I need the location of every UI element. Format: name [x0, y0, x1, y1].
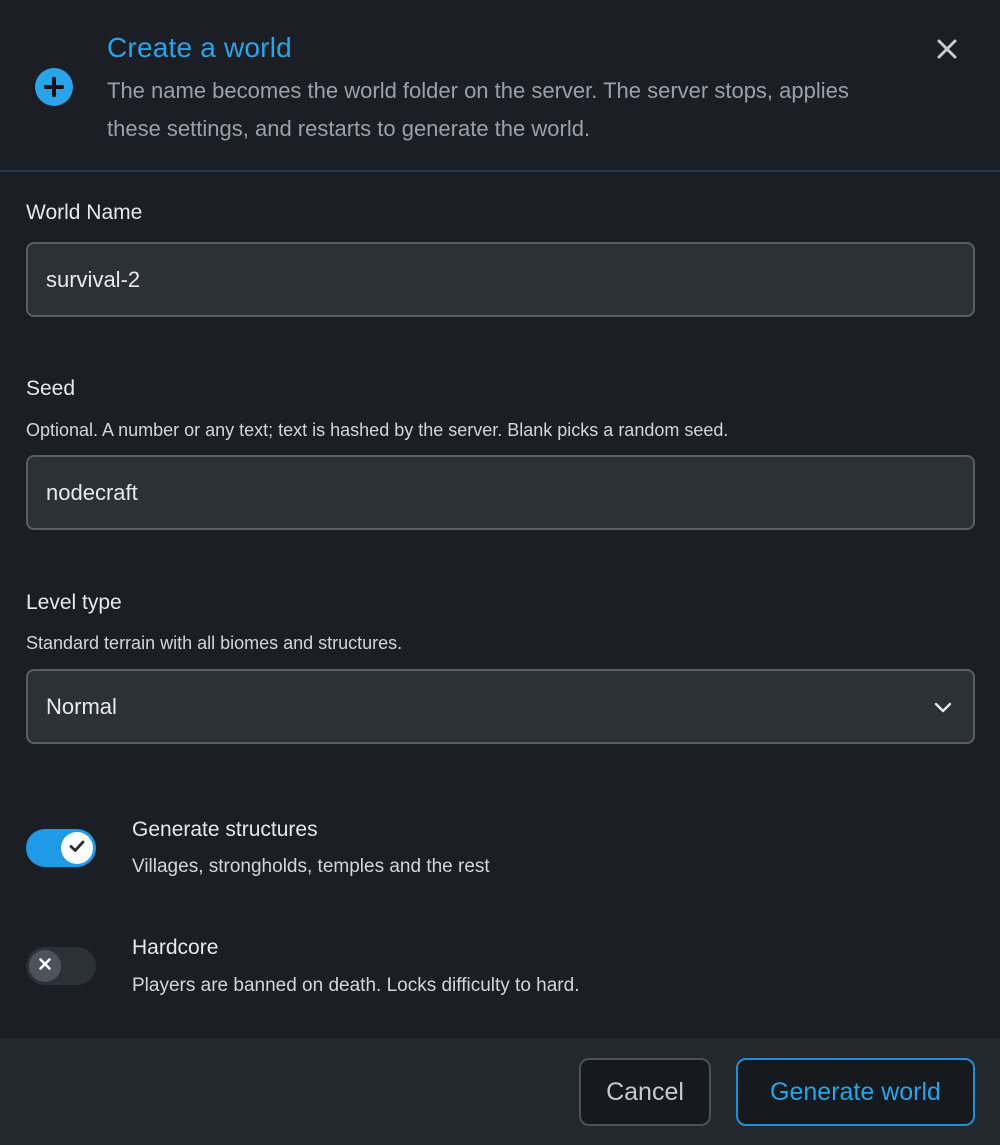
cancel-button[interactable]: Cancel: [579, 1058, 711, 1126]
close-icon: [936, 38, 958, 65]
seed-value: nodecraft: [46, 479, 138, 505]
toggle-knob: [61, 832, 93, 864]
dialog-title: Create a world: [107, 32, 292, 63]
generate-structures-description: Villages, strongholds, temples and the rest: [132, 856, 490, 877]
seed-help-text: Optional. A number or any text; text is hashed by the server. Blank picks a random seed.: [26, 420, 729, 440]
close-button[interactable]: [930, 34, 964, 68]
seed-label: Seed: [26, 377, 76, 400]
dialog-header: [0, 0, 1000, 172]
world-name-input[interactable]: [26, 242, 975, 317]
dialog-description: The name becomes the world folder on the server. The server stops, applies these settings, and restarts to generate the world.: [107, 78, 849, 141]
hardcore-title: Hardcore: [132, 936, 219, 959]
generate-world-button[interactable]: Generate world: [736, 1058, 975, 1126]
hardcore-description: Players are banned on death. Locks difficulty to hard.: [132, 975, 580, 996]
toggle-knob: [29, 950, 61, 982]
generate-structures-title: Generate structures: [132, 818, 318, 841]
world-name-value: survival-2: [46, 266, 141, 292]
level-type-label: Level type: [26, 591, 122, 614]
world-name-label: World Name: [26, 201, 143, 224]
hardcore-toggle[interactable]: [26, 947, 96, 985]
seed-input[interactable]: [26, 455, 975, 530]
level-type-help-text: Standard terrain with all biomes and structures.: [26, 633, 403, 653]
generate-structures-toggle[interactable]: [26, 829, 96, 867]
x-icon: [38, 957, 52, 976]
check-icon: [68, 837, 86, 860]
level-type-select[interactable]: [26, 669, 975, 744]
chevron-down-icon: [933, 697, 953, 717]
level-type-value: Normal: [46, 693, 117, 719]
plus-circle-icon: [34, 67, 74, 107]
